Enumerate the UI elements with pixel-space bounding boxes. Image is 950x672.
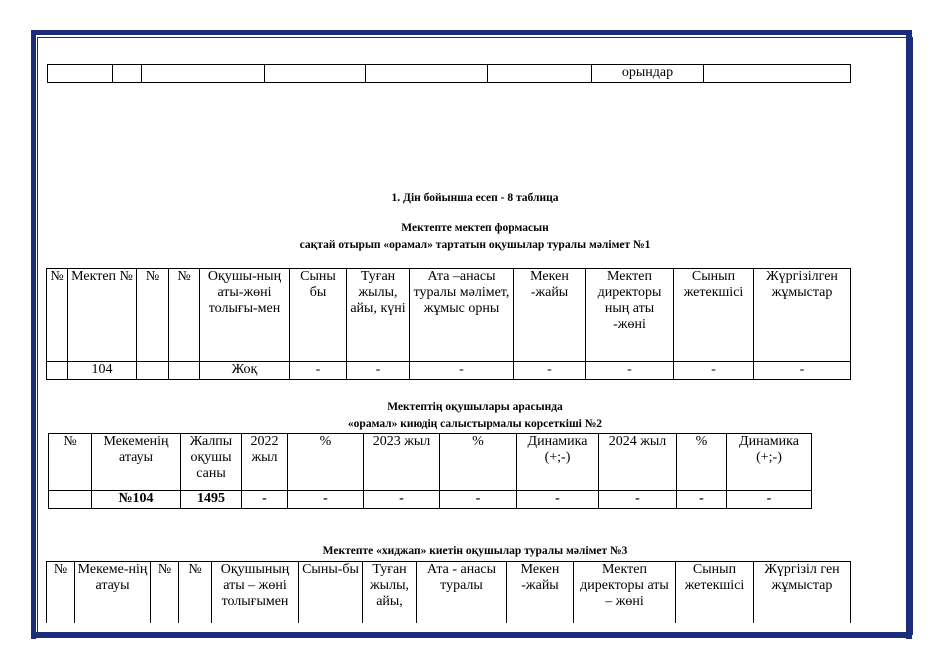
header-cell: № — [49, 434, 92, 491]
cell — [142, 65, 265, 83]
header-cell: % — [677, 434, 727, 491]
data-cell: - — [674, 362, 754, 380]
table3-clip — [46, 561, 852, 623]
data-cell: - — [410, 362, 514, 380]
table1 — [46, 268, 851, 380]
header-cell: Мектеп директоры ның аты -жөні — [586, 269, 674, 362]
table2-title-line2: «орамал» киюдің салыстырмалы корсеткіші №2 — [347, 418, 603, 430]
header-cell: 2022 жыл — [242, 434, 288, 491]
data-cell: - — [599, 491, 677, 509]
table2-header-row — [49, 434, 812, 491]
table2-title-line1: Мектептің оқушылары арасында — [387, 401, 563, 413]
data-cell: - — [364, 491, 440, 509]
header-cell: % — [288, 434, 364, 491]
data-cell: - — [440, 491, 517, 509]
cell — [113, 65, 142, 83]
header-cell: № — [169, 269, 200, 362]
cell-oryndar: орындар — [592, 65, 704, 83]
page-border-top — [31, 30, 912, 35]
data-cell — [49, 491, 92, 509]
header-cell: Мектеп директоры аты – жөні — [574, 562, 676, 624]
header-cell: 2024 жыл — [599, 434, 677, 491]
table3-header-row — [47, 562, 851, 624]
data-cell: - — [727, 491, 812, 509]
data-cell: 1495 — [181, 491, 242, 509]
data-cell — [47, 362, 68, 380]
header-cell: Туған жылы, айы, — [363, 562, 417, 624]
data-cell: - — [677, 491, 727, 509]
data-cell: 104 — [68, 362, 137, 380]
header-cell: № — [179, 562, 212, 624]
header-cell: % — [440, 434, 517, 491]
header-cell: Сыны-бы — [299, 562, 363, 624]
cell — [704, 65, 851, 83]
cell — [265, 65, 366, 83]
cell — [488, 65, 592, 83]
header-cell: Оқушының аты – жөні толығымен — [212, 562, 299, 624]
header-cell: № — [151, 562, 179, 624]
header-cell: Жүргізіл ген жұмыстар — [754, 562, 851, 624]
data-cell: - — [517, 491, 599, 509]
data-cell: - — [242, 491, 288, 509]
header-cell: Жалпы оқушы саны — [181, 434, 242, 491]
data-cell: Жоқ — [200, 362, 290, 380]
header-cell: № — [137, 269, 169, 362]
table1-data-row — [47, 362, 851, 380]
header-cell: Жүргізілген жұмыстар — [754, 269, 851, 362]
data-cell — [169, 362, 200, 380]
table1-header-row — [47, 269, 851, 362]
data-cell: - — [347, 362, 410, 380]
table1-title-line1: Мектепте мектеп формасын — [401, 222, 549, 234]
header-cell: Мекеменің атауы — [92, 434, 181, 491]
header-cell: Сыны бы — [290, 269, 347, 362]
cell — [366, 65, 488, 83]
header-cell: Ата - анасы туралы — [417, 562, 507, 624]
header-cell: Мекен -жайы — [507, 562, 574, 624]
header-cell: Ата –анасы туралы мәлімет, жұмыс орны — [410, 269, 514, 362]
header-cell: Туған жылы, айы, күні — [347, 269, 410, 362]
header-cell: Мекеме-нің атауы — [75, 562, 151, 624]
header-cell: № — [47, 562, 75, 624]
section-title: 1. Дін бойынша есеп - 8 таблица — [391, 192, 559, 204]
data-cell: - — [514, 362, 586, 380]
data-cell: - — [288, 491, 364, 509]
header-cell: Сынып жетекшісі — [674, 269, 754, 362]
table3-title: Мектепте «хиджап» киетін оқушылар туралы мәлімет №3 — [322, 545, 628, 557]
header-cell: Динамика (+;-) — [517, 434, 599, 491]
header-cell: Мекен -жайы — [514, 269, 586, 362]
data-cell: - — [290, 362, 347, 380]
header-cell: 2023 жыл — [364, 434, 440, 491]
cell — [48, 65, 113, 83]
continued-table — [47, 64, 851, 83]
data-cell: №104 — [92, 491, 181, 509]
table1-title-line2: сақтай отырып «орамал» тартатын оқушылар туралы мәлімет №1 — [299, 239, 651, 251]
data-cell — [137, 362, 169, 380]
header-cell: Сынып жетекшісі — [676, 562, 754, 624]
header-cell: Динамика (+;-) — [727, 434, 812, 491]
table3 — [46, 561, 851, 623]
header-cell: Мектеп № — [68, 269, 137, 362]
data-cell: - — [586, 362, 674, 380]
table2 — [48, 433, 812, 509]
header-cell: № — [47, 269, 68, 362]
header-cell: Оқушы-ның аты-жөні толығы-мен — [200, 269, 290, 362]
table2-data-row — [49, 491, 812, 509]
data-cell: - — [754, 362, 851, 380]
